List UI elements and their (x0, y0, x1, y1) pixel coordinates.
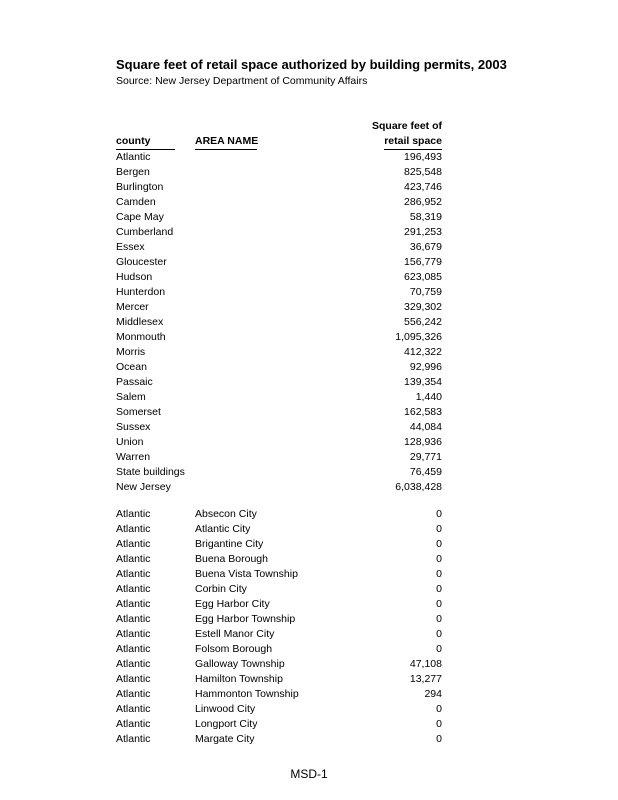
retail-space-cell: 623,085 (404, 271, 442, 283)
county-cell: Monmouth (116, 331, 166, 343)
county-cell: Morris (116, 346, 146, 358)
retail-space-cell: 36,679 (409, 241, 442, 253)
table-row (0, 285, 618, 300)
retail-space-cell: 70,759 (409, 286, 442, 298)
county-cell: Atlantic (116, 658, 151, 670)
table-row (0, 270, 618, 285)
county-cell: Atlantic (116, 583, 151, 595)
table-row (0, 240, 618, 255)
county-cell: Atlantic (116, 598, 151, 610)
area-name-cell: Corbin City (195, 583, 247, 595)
county-cell: Union (116, 436, 144, 448)
county-cell: Hunterdon (116, 286, 166, 298)
county-cell: Warren (116, 451, 151, 463)
county-cell: Salem (116, 391, 146, 403)
area-name-cell: Folsom Borough (195, 643, 273, 655)
table-row (0, 450, 618, 465)
retail-space-cell: 58,319 (409, 211, 442, 223)
county-cell: Middlesex (116, 316, 164, 328)
retail-space-cell: 0 (436, 703, 442, 715)
source-note: Source: New Jersey Department of Community Affairs (116, 75, 368, 87)
table-row (0, 375, 618, 390)
county-cell: Atlantic (116, 628, 151, 640)
table-row (0, 345, 618, 360)
retail-space-cell: 92,996 (409, 361, 442, 373)
retail-space-cell: 6,038,428 (395, 481, 442, 493)
county-cell: Cumberland (116, 226, 174, 238)
table-row (0, 732, 618, 747)
table-row (0, 597, 618, 612)
retail-space-cell: 291,253 (404, 226, 442, 238)
retail-space-cell: 0 (436, 718, 442, 730)
area-name-cell: Atlantic City (195, 523, 251, 535)
retail-space-cell: 156,779 (404, 256, 442, 268)
table-row (0, 552, 618, 567)
retail-space-cell: 294 (424, 688, 442, 700)
retail-space-cell: 286,952 (404, 196, 442, 208)
retail-space-cell: 0 (436, 583, 442, 595)
retail-space-cell: 29,771 (409, 451, 442, 463)
area-name-cell: Linwood City (195, 703, 256, 715)
table-row (0, 537, 618, 552)
table-row (0, 390, 618, 405)
area-name-cell: Longport City (195, 718, 258, 730)
county-cell: Atlantic (116, 643, 151, 655)
retail-space-cell: 128,936 (404, 436, 442, 448)
table-row (0, 405, 618, 420)
area-name-cell: Margate City (195, 733, 255, 745)
county-cell: Atlantic (116, 508, 151, 520)
table-row (0, 687, 618, 702)
county-cell: Atlantic (116, 151, 151, 163)
county-cell: Ocean (116, 361, 147, 373)
retail-space-cell: 1,440 (415, 391, 442, 403)
table-row (0, 507, 618, 522)
retail-space-cell: 0 (436, 613, 442, 625)
county-cell: Sussex (116, 421, 151, 433)
table-row (0, 657, 618, 672)
county-cell: Mercer (116, 301, 149, 313)
retail-space-cell: 0 (436, 733, 442, 745)
header-area-name: AREA NAME (195, 135, 259, 147)
table-row (0, 435, 618, 450)
county-cell: Somerset (116, 406, 161, 418)
retail-space-cell: 0 (436, 643, 442, 655)
county-cell: Atlantic (116, 553, 151, 565)
table-row (0, 465, 618, 480)
area-name-cell: Hamilton Township (195, 673, 283, 685)
county-cell: Atlantic (116, 613, 151, 625)
table-row (0, 642, 618, 657)
retail-space-cell: 0 (436, 553, 442, 565)
table-row (0, 480, 618, 495)
municipality-table (0, 507, 618, 747)
area-name-cell: Brigantine City (195, 538, 264, 550)
area-name-cell: Egg Harbor City (195, 598, 270, 610)
table-row (0, 195, 618, 210)
table-row (0, 582, 618, 597)
table-row (0, 627, 618, 642)
county-totals-table (0, 150, 618, 495)
table-row (0, 180, 618, 195)
county-cell: State buildings (116, 466, 185, 478)
retail-space-cell: 0 (436, 568, 442, 580)
county-cell: Atlantic (116, 523, 151, 535)
table-row (0, 330, 618, 345)
area-name-cell: Buena Borough (195, 553, 268, 565)
area-name-cell: Buena Vista Township (195, 568, 298, 580)
retail-space-cell: 13,277 (409, 673, 442, 685)
retail-space-cell: 196,493 (404, 151, 442, 163)
retail-space-cell: 0 (436, 523, 442, 535)
table-row (0, 150, 618, 165)
county-cell: Atlantic (116, 538, 151, 550)
retail-space-cell: 1,095,326 (395, 331, 442, 343)
retail-space-cell: 44,084 (409, 421, 442, 433)
county-cell: Atlantic (116, 718, 151, 730)
county-cell: Gloucester (116, 256, 167, 268)
area-name-cell: Hammonton Township (195, 688, 299, 700)
table-row (0, 420, 618, 435)
county-cell: Essex (116, 241, 145, 253)
header-value-line2: retail space (384, 135, 442, 147)
table-row (0, 165, 618, 180)
county-cell: Burlington (116, 181, 164, 193)
area-name-cell: Egg Harbor Township (195, 613, 296, 625)
county-cell: Atlantic (116, 568, 151, 580)
retail-space-cell: 0 (436, 598, 442, 610)
retail-space-cell: 139,354 (404, 376, 442, 388)
county-cell: Hudson (116, 271, 153, 283)
table-row (0, 360, 618, 375)
county-cell: Atlantic (116, 703, 151, 715)
table-row (0, 315, 618, 330)
retail-space-cell: 76,459 (409, 466, 442, 478)
table-row (0, 210, 618, 225)
county-cell: Passaic (116, 376, 153, 388)
table-row (0, 567, 618, 582)
retail-space-cell: 47,108 (409, 658, 442, 670)
table-row (0, 702, 618, 717)
table-row (0, 225, 618, 240)
table-row (0, 672, 618, 687)
retail-space-cell: 162,583 (404, 406, 442, 418)
page-footer: MSD-1 (290, 767, 328, 781)
retail-space-cell: 0 (436, 628, 442, 640)
table-row (0, 255, 618, 270)
retail-space-cell: 412,322 (404, 346, 442, 358)
county-cell: Cape May (116, 211, 164, 223)
table-row (0, 300, 618, 315)
table-row (0, 612, 618, 627)
page-title: Square feet of retail space authorized by building permits, 2003 (116, 57, 507, 72)
county-cell: New Jersey (116, 481, 171, 493)
table-row (0, 522, 618, 537)
header-value-line1: Square feet of (371, 120, 442, 132)
retail-space-cell: 329,302 (404, 301, 442, 313)
retail-space-cell: 0 (436, 508, 442, 520)
county-cell: Bergen (116, 166, 150, 178)
county-cell: Atlantic (116, 688, 151, 700)
retail-space-cell: 556,242 (404, 316, 442, 328)
area-name-cell: Absecon City (195, 508, 257, 520)
retail-space-cell: 825,548 (404, 166, 442, 178)
county-cell: Camden (116, 196, 156, 208)
header-county: county (116, 135, 151, 147)
retail-space-cell: 423,746 (404, 181, 442, 193)
county-cell: Atlantic (116, 673, 151, 685)
county-cell: Atlantic (116, 733, 151, 745)
area-name-cell: Estell Manor City (195, 628, 275, 640)
table-row (0, 717, 618, 732)
area-name-cell: Galloway Township (195, 658, 285, 670)
retail-space-cell: 0 (436, 538, 442, 550)
